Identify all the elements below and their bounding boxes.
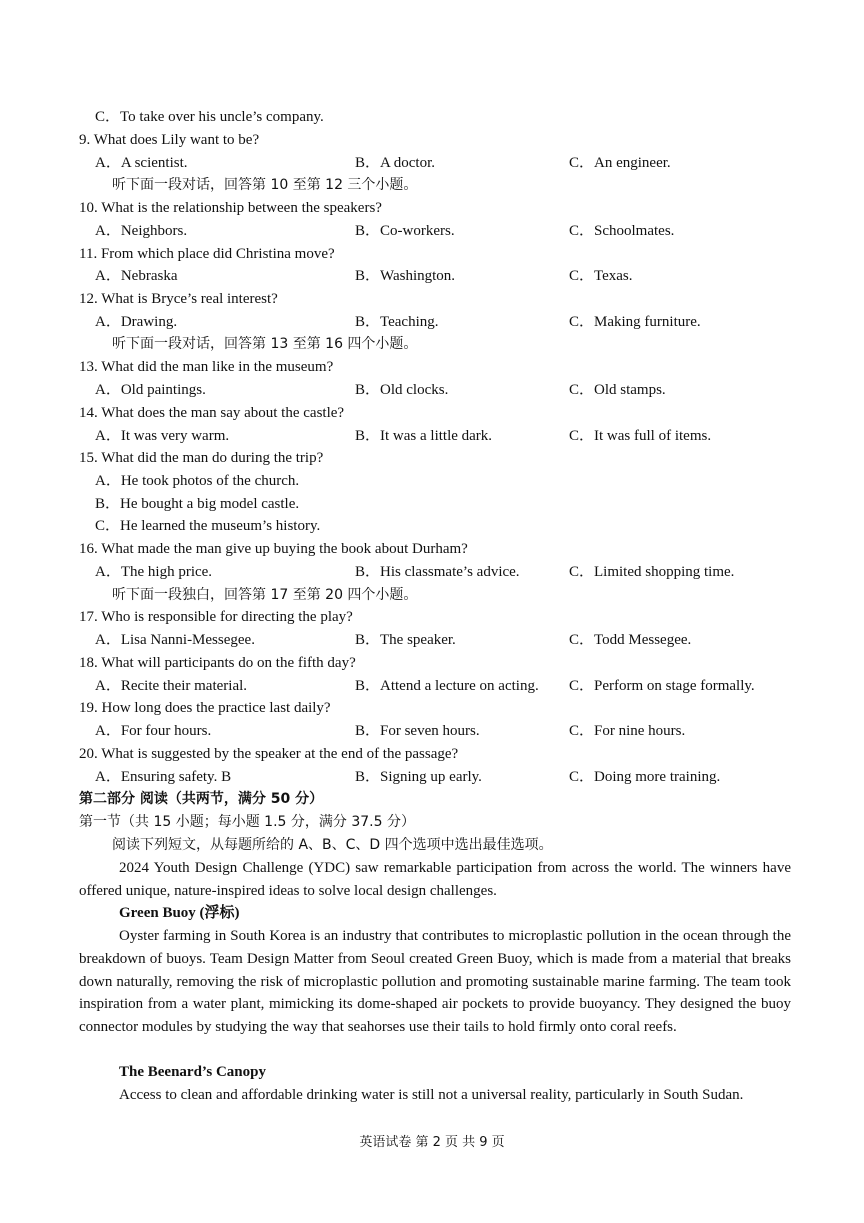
answer-option: C．Limited shopping time. bbox=[569, 564, 735, 580]
answer-option: C．Schoolmates. bbox=[569, 223, 675, 239]
answer-option: A．Lisa Nanni-Messegee. bbox=[95, 632, 255, 648]
passage-intro: 2024 Youth Design Challenge (YDC) saw remarkable participation from across the world. The winners have offered unique, nature-inspired ideas to solve local design challenges. bbox=[79, 860, 791, 899]
answer-option: A．Ensuring safety. B bbox=[95, 769, 232, 785]
answer-option: C．Making furniture. bbox=[569, 314, 701, 330]
question-text: 18. What will participants do on the fifth day? bbox=[79, 655, 356, 671]
answer-option: B．It was a little dark. bbox=[355, 428, 493, 444]
answer-option: B．A doctor. bbox=[355, 155, 436, 171]
answer-option: A．Drawing. bbox=[95, 314, 178, 330]
answer-option: C．Old stamps. bbox=[569, 382, 666, 398]
answer-option: A．For four hours. bbox=[95, 723, 212, 739]
instruction-text: 阅读下列短文，从每题所给的 A、B、C、D 四个选项中选出最佳选项。 bbox=[112, 837, 553, 853]
answer-option: A．Nebraska bbox=[95, 268, 178, 284]
question-text: 9. What does Lily want to be? bbox=[79, 132, 260, 148]
passage-heading-canopy: The Beenard’s Canopy bbox=[119, 1064, 266, 1080]
answer-option: A．Recite their material. bbox=[95, 678, 248, 694]
answer-option: C．He learned the museum’s history. bbox=[95, 518, 321, 534]
answer-option: C．Texas. bbox=[569, 268, 633, 284]
answer-option: A．The high price. bbox=[95, 564, 213, 580]
question-text: 20. What is suggested by the speaker at the end of the passage? bbox=[79, 746, 459, 762]
answer-option: C．For nine hours. bbox=[569, 723, 686, 739]
answer-option: A．Old paintings. bbox=[95, 382, 206, 398]
instruction-text: 听下面一段独白，回答第 17 至第 20 四个小题。 bbox=[112, 587, 418, 603]
section-heading: 第二部分 阅读（共两节，满分 50 分） bbox=[79, 791, 324, 807]
answer-option: B．Teaching. bbox=[355, 314, 439, 330]
answer-option: B．For seven hours. bbox=[355, 723, 480, 739]
answer-option: A．It was very warm. bbox=[95, 428, 230, 444]
question-text: 14. What does the man say about the castle? bbox=[79, 405, 345, 421]
answer-option: C．Perform on stage formally. bbox=[569, 678, 755, 694]
question-text: 10. What is the relationship between the speakers? bbox=[79, 200, 382, 216]
page-footer: 英语试卷 第 2 页 共 9 页 bbox=[359, 1135, 505, 1150]
question-text: 12. What is Bryce’s real interest? bbox=[79, 291, 278, 307]
instruction-text: 第一节（共 15 小题；每小题 1.5 分，满分 37.5 分） bbox=[79, 814, 415, 830]
question-text: 13. What did the man like in the museum? bbox=[79, 359, 334, 375]
answer-option: B．Signing up early. bbox=[355, 769, 482, 785]
instruction-text: 听下面一段对话，回答第 10 至第 12 三个小题。 bbox=[112, 177, 418, 193]
answer-option: B．Attend a lecture on acting. bbox=[355, 678, 539, 694]
question-text: 19. How long does the practice last daily? bbox=[79, 700, 331, 716]
answer-option: B．He bought a big model castle. bbox=[95, 496, 300, 512]
question-text: 16. What made the man give up buying the book about Durham? bbox=[79, 541, 468, 557]
instruction-text: 听下面一段对话，回答第 13 至第 16 四个小题。 bbox=[112, 336, 418, 352]
question-text: 15. What did the man do during the trip? bbox=[79, 450, 324, 466]
answer-option: C．It was full of items. bbox=[569, 428, 712, 444]
answer-option: C．An engineer. bbox=[569, 155, 671, 171]
answer-option: B．Co-workers. bbox=[355, 223, 455, 239]
answer-option: C．Doing more training. bbox=[569, 769, 721, 785]
answer-option: C．To take over his uncle’s company. bbox=[95, 109, 324, 125]
answer-option: C．Todd Messegee. bbox=[569, 632, 692, 648]
answer-option: B．His classmate’s advice. bbox=[355, 564, 520, 580]
answer-option: A．Neighbors. bbox=[95, 223, 188, 239]
answer-option: B．Washington. bbox=[355, 268, 456, 284]
question-text: 17. Who is responsible for directing the play? bbox=[79, 609, 353, 625]
passage-canopy: Access to clean and affordable drinking water is still not a universal reality, particularly in South Sudan. bbox=[119, 1087, 744, 1103]
question-text: 11. From which place did Christina move? bbox=[79, 246, 335, 262]
answer-option: A．A scientist. bbox=[95, 155, 188, 171]
answer-option: B．Old clocks. bbox=[355, 382, 449, 398]
passage-green-buoy: Oyster farming in South Korea is an industry that contributes to microplastic pollution in the ocean through the breakdown of buoys. Team Design Matter from Seoul created Green Buoy, which is made from a material that breaks down naturally, removing the risk of microplastic pollution and promoting sustainable marine farming. The team took inspiration from a water plant, mimicking its dome-shaped air pockets to provide buoyancy. They designed the buoy connector modules by studying the way that seahorses use their tails to hold firmly onto coral reefs. bbox=[79, 928, 791, 1036]
answer-option: B．The speaker. bbox=[355, 632, 456, 648]
answer-option: A．He took photos of the church. bbox=[95, 473, 300, 489]
passage-heading-green-buoy: Green Buoy (浮标) bbox=[119, 905, 240, 921]
